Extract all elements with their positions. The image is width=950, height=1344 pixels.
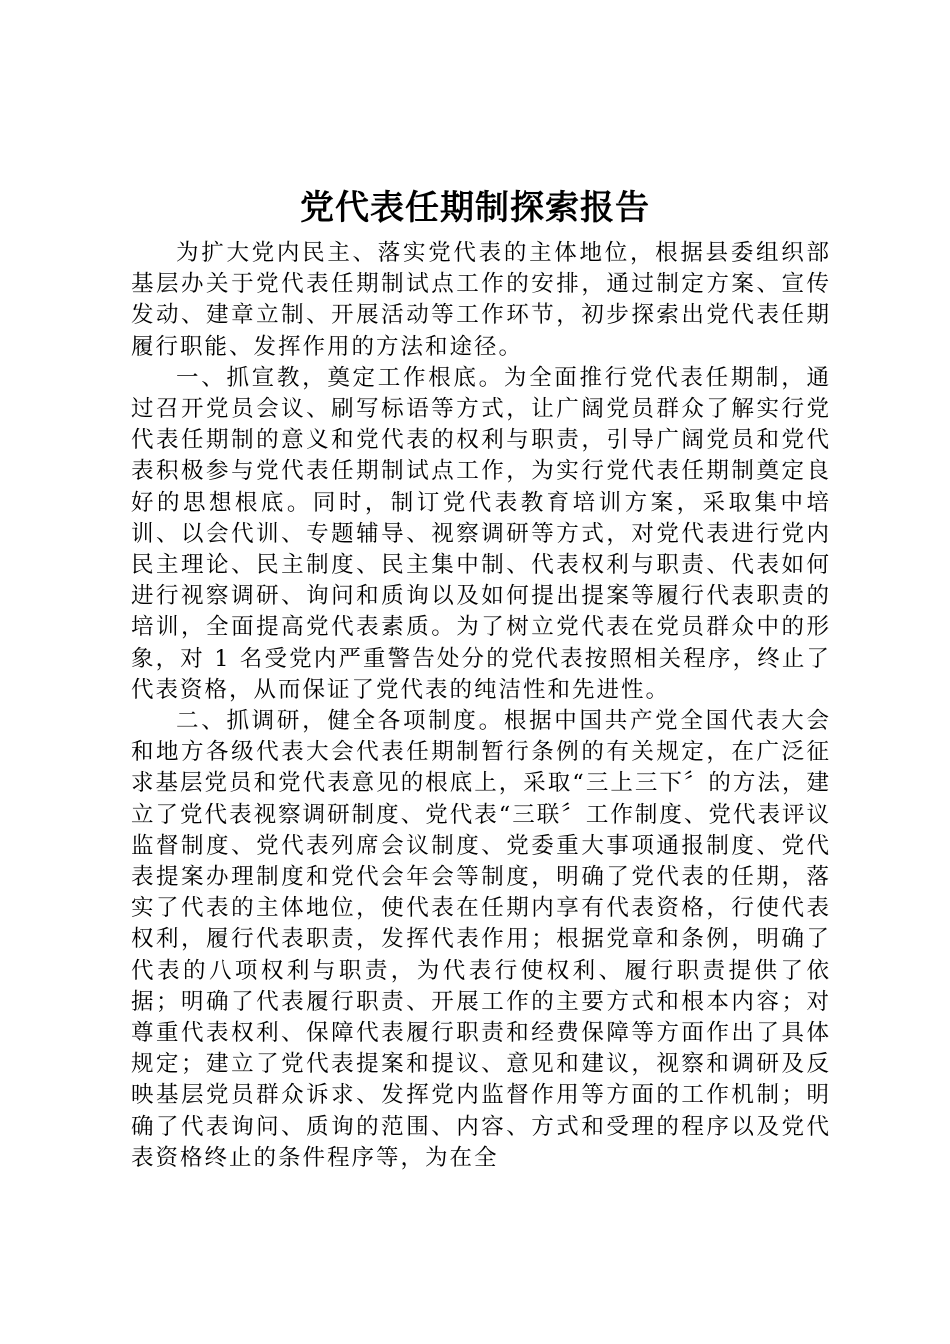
- document-body: [131, 238, 831, 1174]
- document-title: 党代表任期制探索报告: [300, 188, 650, 228]
- paragraph-intro: 为扩大党内民主、落实党代表的主体地位，根据县委组织部基层办关于党代表任期制试点工作的安排，通过制定方案、宣传发动、建章立制、开展活动等工作环节，初步探索出党代表任期履行职能、发挥作用的方法和途径。: [131, 240, 831, 360]
- paragraph-section-one: 一、抓宣教，奠定工作根底。为全面推行党代表任期制，通过召开党员会议、刷写标语等方式，让广阔党员群众了解实行党代表任期制的意义和党代表的权利与职责，引导广阔党员和党代表积极参与党代表任期制试点工作，为实行党代表任期制奠定良好的思想根底。同时，制订党代表教育培训方案，采取集中培训、以会代训、专题辅导、视察调研等方式，对党代表进行党内民主理论、民主制度、民主集中制、代表权利与职责、代表如何进行视察调研、询问和质询以及如何提出提案等履行代表职责的培训，全面提高党代表素质。为了树立党代表在党员群众中的形象，对 1 名受党内严重警告处分的党代表按照相关程序，终止了代表资格，从而保证了党代表的纯洁性和先进性。: [131, 364, 831, 703]
- paragraph-section-two: 二、抓调研，健全各项制度。根据中国共产党全国代表大会和地方各级代表大会代表任期制暂行条例的有关规定，在广泛征求基层党员和党代表意见的根底上，采取“三上三下〞的方法，建立了党代表视察调研制度、党代表“三联〞工作制度、党代表评议监督制度、党代表列席会议制度、党委重大事项通报制度、党代表提案办理制度和党代会年会等制度，明确了党代表的任期，落实了代表的主体地位，使代表在任期内享有代表资格，行使代表权利，履行代表职责，发挥代表作用；根据党章和条例，明确了代表的八项权利与职责，为代表行使权利、履行职责提供了依据；明确了代表履行职责、开展工作的主要方式和根本内容；对尊重代表权利、保障代表履行职责和经费保障等方面作出了具体规定；建立了党代表提案和提议、意见和建议，视察和调研及反映基层党员群众诉求、发挥党内监督作用等方面的工作机制；明确了代表询问、质询的范围、内容、方式和受理的程序以及党代表资格终止的条件程序等，为在全: [131, 708, 831, 1171]
